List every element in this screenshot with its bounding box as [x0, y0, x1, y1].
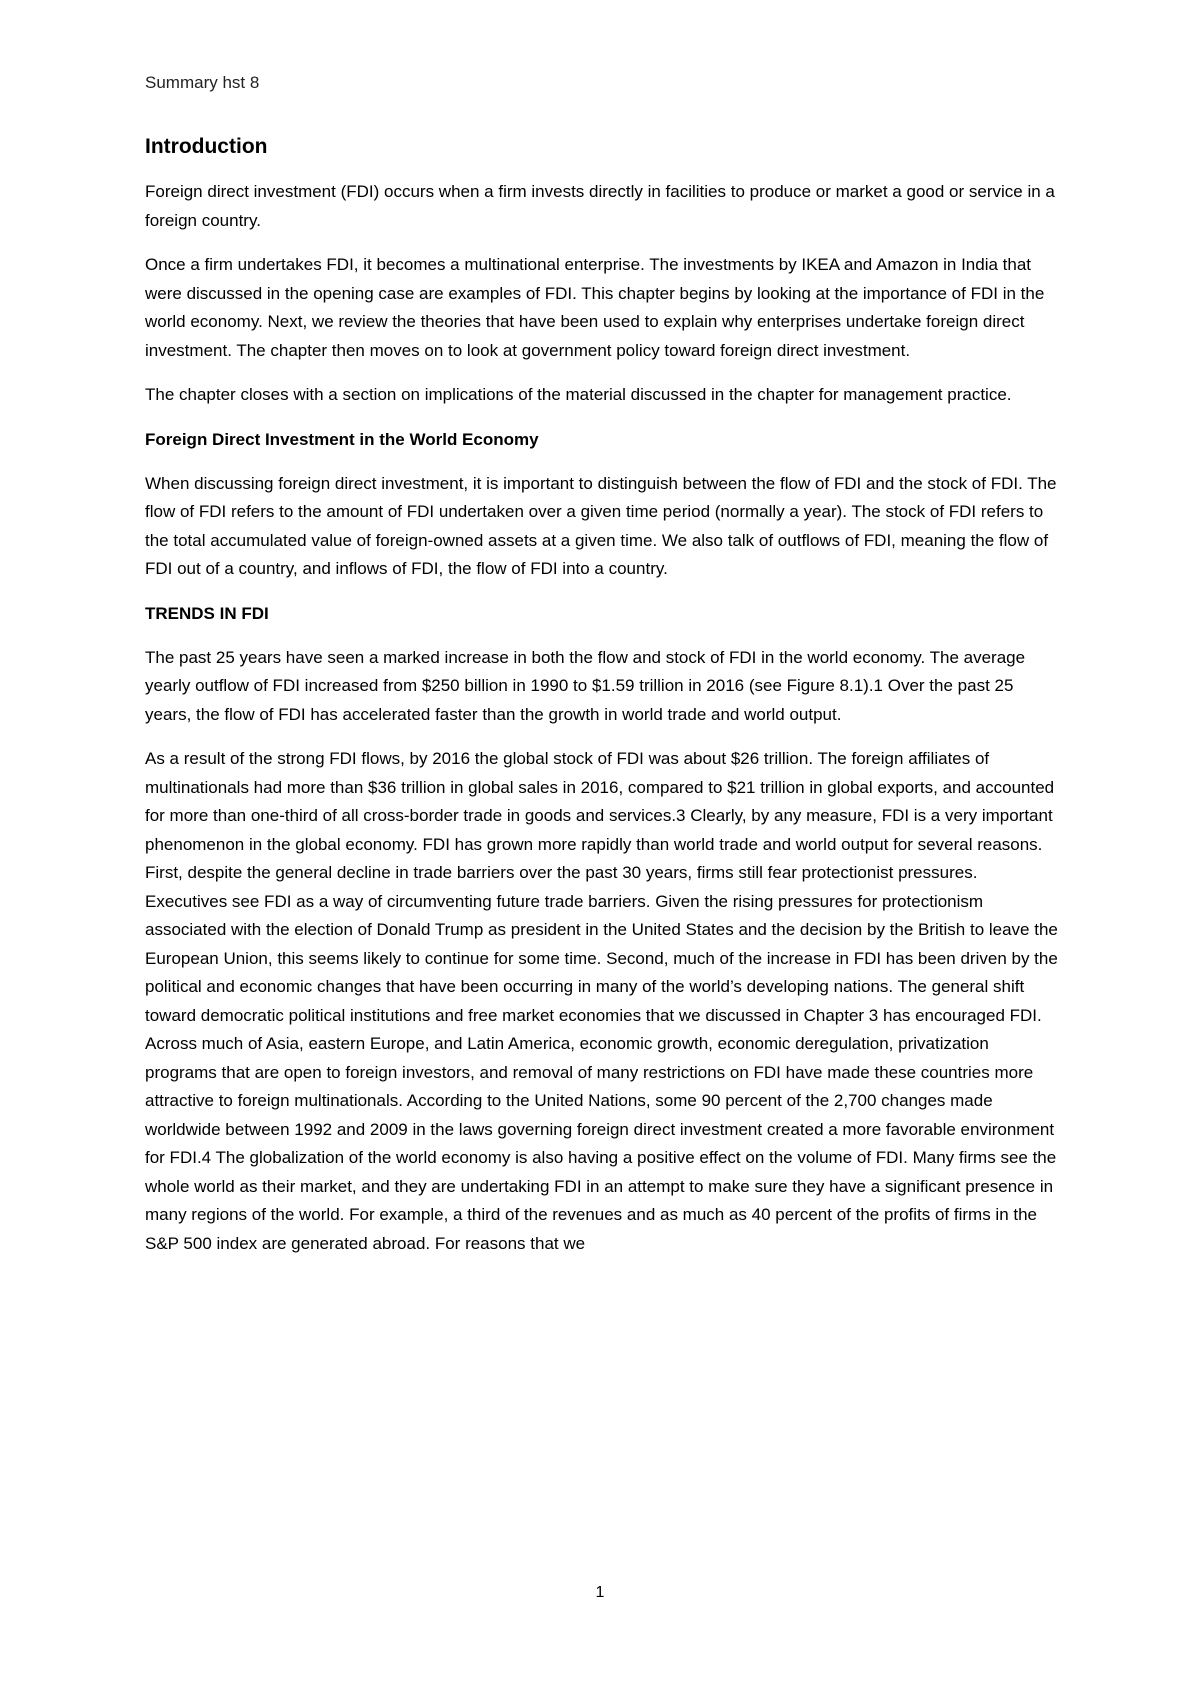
paragraph: The past 25 years have seen a marked increase in both the flow and stock of FDI in the world economy. The average yearly outflow of FDI increased from $250 billion in 1990 to $1.59 trillion in 2016 (see Figure 8.1).1 Over the past 25 years, the flow of FDI has accelerated faster than the growth in world trade and world output. — [145, 647, 1026, 724]
paragraph: The chapter closes with a section on implications of the material discussed in the chapter for management practice. — [145, 385, 1012, 404]
page-number: 1 — [595, 1584, 605, 1601]
paragraph: Foreign direct investment (FDI) occurs when a firm invests directly in facilities to produce or market a good or service in a foreign country. — [145, 182, 1055, 230]
paragraph: Once a firm undertakes FDI, it becomes a multinational enterprise. The investments by IKEA and Amazon in India that were discussed in the opening case are examples of FDI. This chapter begins by looking at the importance of FDI in the world economy. Next, we review the theories that have been used to explain why enterprises undertake foreign direct investment. The chapter then moves on to look at government policy toward foreign direct investment. — [145, 255, 1045, 360]
section-heading-fdi-world-economy: Foreign Direct Investment in the World Economy — [145, 429, 539, 449]
section-heading-trends: TRENDS IN FDI — [145, 603, 269, 623]
paragraph: As a result of the strong FDI flows, by 2016 the global stock of FDI was about $26 trillion. The foreign affiliates of multinationals had more than $36 trillion in global sales in 2016, compared to $21 trillion in global exports, and accounted for more than one-third of all cross-border trade in goods and services.3 Clearly, by any measure, FDI is a very important phenomenon in the global economy. FDI has grown more rapidly than world trade and world output for several reasons. First, despite the general decline in trade barriers over the past 30 years, firms still fear protectionist pressures. Executives see FDI as a way of circumventing future trade barriers. Given the rising pressures for protectionism associated with the election of Donald Trump as president in the United States and the decision by the British to leave the European Union, this seems likely to continue for some time. Second, much of the increase in FDI has been driven by the political and economic changes that have been occurring in many of the world’s developing nations. The general shift toward democratic political institutions and free market economies that we discussed in Chapter 3 has encouraged FDI. Across much of Asia, eastern Europe, and Latin America, economic growth, economic deregulation, privatization programs that are open to foreign investors, and removal of many restrictions on FDI have made these countries more attractive to foreign multinationals. According to the United Nations, some 90 percent of the 2,700 changes made worldwide between 1992 and 2009 in the laws governing foreign direct investment created a more favorable environment for FDI.4 The globalization of the world economy is also having a positive effect on the volume of FDI. Many firms see the whole world as their market, and they are undertaking FDI in an attempt to make sure they have a significant presence in many regions of the world. For example, a third of the revenues and as much as 40 percent of the profits of firms in the S&P 500 index are generated abroad. For reasons that we — [145, 749, 1058, 1253]
page-content — [145, 72, 1060, 1274]
page-header: Summary hst 8 — [145, 73, 260, 92]
paragraph: When discussing foreign direct investment, it is important to distinguish between the flow of FDI and the stock of FDI. The flow of FDI refers to the amount of FDI undertaken over a given time period (normally a year). The stock of FDI refers to the total accumulated value of foreign-owned assets at a given time. We also talk of outflows of FDI, meaning the flow of FDI out of a country, and inflows of FDI, the flow of FDI into a country. — [145, 473, 1057, 578]
section-heading-introduction: Introduction — [145, 135, 268, 158]
